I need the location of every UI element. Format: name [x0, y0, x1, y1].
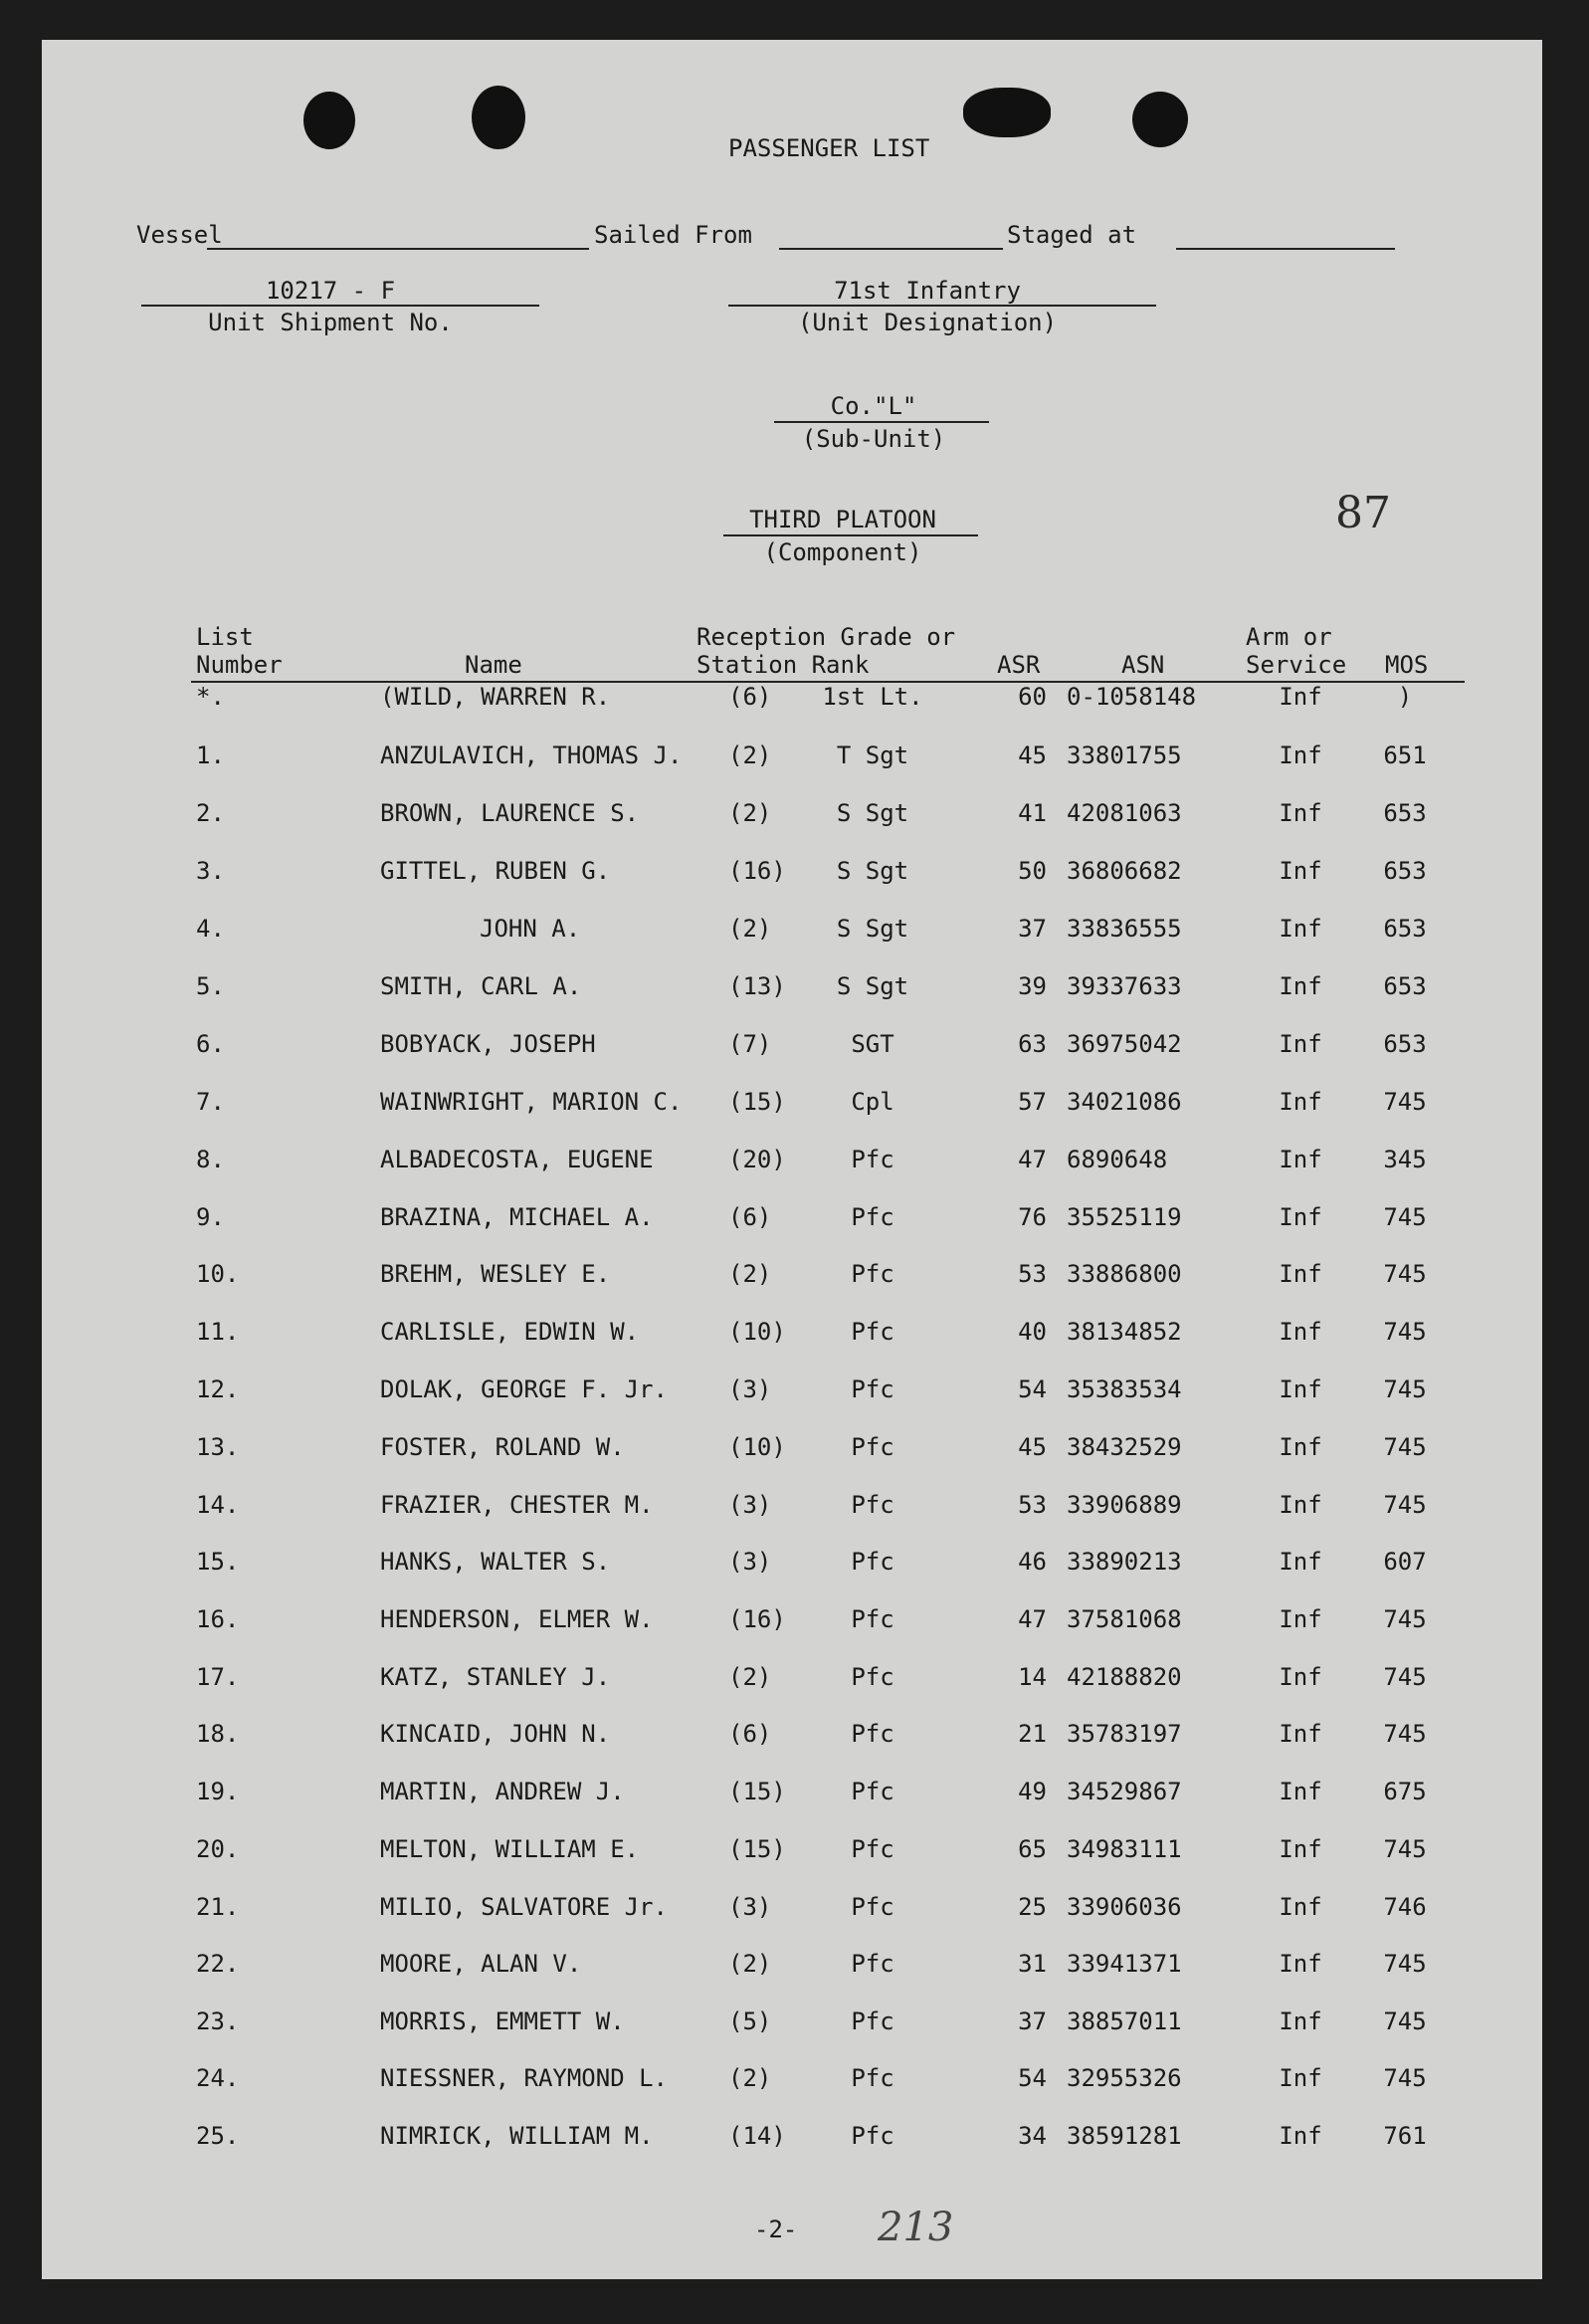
arm-or-service: Inf	[1279, 915, 1322, 943]
asr: 60	[1018, 683, 1047, 711]
list-number: 6.	[196, 1030, 225, 1058]
rank: Pfc	[851, 1203, 894, 1231]
unit-designation: 71st Infantry	[834, 277, 1021, 305]
passenger-name: ANZULAVICH, THOMAS J.	[380, 741, 683, 769]
mos: 745	[1383, 1203, 1427, 1231]
asr: 65	[1018, 1835, 1047, 1863]
table-row	[42, 1491, 1542, 1531]
list-number: 19.	[196, 1778, 240, 1805]
rank: S Sgt	[836, 972, 909, 1000]
rank: 1st Lt.	[822, 683, 923, 711]
arm-or-service: Inf	[1279, 1318, 1322, 1346]
mos: 653	[1383, 915, 1427, 943]
asr: 47	[1018, 1146, 1047, 1173]
passenger-name: SMITH, CARL A.	[380, 972, 582, 1000]
reception-group: (2)	[728, 1950, 772, 1978]
asn: 35383534	[1067, 1375, 1182, 1403]
passenger-name: MARTIN, ANDREW J.	[380, 1778, 625, 1805]
passenger-name: MILIO, SALVATORE Jr.	[380, 1893, 668, 1921]
col-header-arm: Arm or Service	[1246, 623, 1347, 679]
table-row	[42, 2122, 1542, 2162]
arm-or-service: Inf	[1279, 1433, 1322, 1461]
asn: 38591281	[1067, 2122, 1182, 2150]
mos: 675	[1383, 1778, 1427, 1805]
document-title: PASSENGER LIST	[728, 134, 930, 162]
unit-shipment-underline	[141, 305, 539, 307]
asn: 38134852	[1067, 1318, 1182, 1346]
table-row	[42, 683, 1542, 723]
rank: Pfc	[851, 1260, 894, 1288]
mos: 745	[1383, 1835, 1427, 1863]
asr: 45	[1018, 741, 1047, 769]
list-number: 17.	[196, 1663, 240, 1691]
table-row	[42, 1088, 1542, 1128]
table-row	[42, 2064, 1542, 2104]
list-number: *.	[196, 683, 225, 711]
unit-shipment-number: 10217 - F	[265, 277, 396, 305]
list-number: 8.	[196, 1146, 225, 1173]
arm-or-service: Inf	[1279, 1491, 1322, 1519]
mos: 745	[1383, 1260, 1427, 1288]
page-mark-87: 87	[1335, 488, 1391, 538]
list-number: 20.	[196, 1835, 240, 1863]
rank: Pfc	[851, 2007, 894, 2035]
rank: Pfc	[851, 1778, 894, 1805]
asn: 33941371	[1067, 1950, 1182, 1978]
asr: 76	[1018, 1203, 1047, 1231]
unit-designation-underline	[728, 305, 1156, 307]
rank: S Sgt	[836, 857, 909, 885]
reception-group: (7)	[728, 1030, 772, 1058]
asr: 54	[1018, 2064, 1047, 2092]
mos: )	[1397, 683, 1413, 711]
mos: 745	[1383, 1375, 1427, 1403]
asn: 36975042	[1067, 1030, 1182, 1058]
passenger-name: KATZ, STANLEY J.	[380, 1663, 611, 1691]
reception-group: (10)	[728, 1433, 786, 1461]
rank: Pfc	[851, 1375, 894, 1403]
col-header-asn: ASN	[1121, 651, 1165, 679]
arm-or-service: Inf	[1279, 2007, 1322, 2035]
component-underline	[723, 534, 978, 536]
table-row	[42, 2007, 1542, 2047]
passenger-name: GITTEL, RUBEN G.	[380, 857, 611, 885]
rank: Pfc	[851, 1950, 894, 1978]
reception-group: (14)	[728, 2122, 786, 2150]
arm-or-service: Inf	[1279, 2064, 1322, 2092]
list-number: 10.	[196, 1260, 240, 1288]
asr: 63	[1018, 1030, 1047, 1058]
rank: S Sgt	[836, 799, 909, 827]
reception-group: (15)	[728, 1088, 786, 1116]
passenger-name: MORRIS, EMMETT W.	[380, 2007, 625, 2035]
reception-group: (15)	[728, 1835, 786, 1863]
punch-hole	[303, 92, 355, 149]
asr: 21	[1018, 1720, 1047, 1748]
page-number: -2-	[754, 2216, 798, 2243]
list-number: 24.	[196, 2064, 240, 2092]
arm-or-service: Inf	[1279, 1260, 1322, 1288]
passenger-name: HANKS, WALTER S.	[380, 1548, 611, 1576]
passenger-name: CARLISLE, EDWIN W.	[380, 1318, 640, 1346]
component-label: (Component)	[763, 538, 922, 566]
list-number: 18.	[196, 1720, 240, 1748]
rank: Pfc	[851, 1720, 894, 1748]
asr: 34	[1018, 2122, 1047, 2150]
mos: 745	[1383, 1491, 1427, 1519]
rank: T Sgt	[836, 741, 909, 769]
passenger-name: DOLAK, GEORGE F. Jr.	[380, 1375, 668, 1403]
asn: 33906036	[1067, 1893, 1182, 1921]
asr: 46	[1018, 1548, 1047, 1576]
punch-hole	[963, 88, 1051, 137]
asr: 49	[1018, 1778, 1047, 1805]
mos: 745	[1383, 1950, 1427, 1978]
asr: 41	[1018, 799, 1047, 827]
table-row	[42, 1146, 1542, 1185]
table-row	[42, 1950, 1542, 1990]
list-number: 12.	[196, 1375, 240, 1403]
table-row	[42, 1203, 1542, 1243]
asn: 0-1058148	[1067, 683, 1197, 711]
reception-group: (20)	[728, 1146, 786, 1173]
list-number: 1.	[196, 741, 225, 769]
sub-unit-label: (Sub-Unit)	[801, 425, 946, 453]
arm-or-service: Inf	[1279, 1835, 1322, 1863]
sailed-from-field	[779, 248, 1003, 250]
asn: 38857011	[1067, 2007, 1182, 2035]
mos: 745	[1383, 1605, 1427, 1633]
passenger-name: BROWN, LAURENCE S.	[380, 799, 640, 827]
list-number: 21.	[196, 1893, 240, 1921]
asr: 53	[1018, 1491, 1047, 1519]
passenger-name: FOSTER, ROLAND W.	[380, 1433, 625, 1461]
asr: 47	[1018, 1605, 1047, 1633]
rank: Pfc	[851, 1663, 894, 1691]
passenger-name: (WILD, WARREN R.	[380, 683, 611, 711]
passenger-name: HENDERSON, ELMER W.	[380, 1605, 654, 1633]
col-header-asr: ASR	[997, 651, 1041, 679]
sub-unit-underline	[774, 421, 989, 423]
list-number: 11.	[196, 1318, 240, 1346]
arm-or-service: Inf	[1279, 1663, 1322, 1691]
rank: Pfc	[851, 1491, 894, 1519]
arm-or-service: Inf	[1279, 1778, 1322, 1805]
asn: 33836555	[1067, 915, 1182, 943]
passenger-name: MELTON, WILLIAM E.	[380, 1835, 640, 1863]
reception-group: (16)	[728, 1605, 786, 1633]
rank: Pfc	[851, 1835, 894, 1863]
rank: S Sgt	[836, 915, 909, 943]
rank: Pfc	[851, 1146, 894, 1173]
passenger-name: ALBADECOSTA, EUGENE	[380, 1146, 654, 1173]
list-number: 9.	[196, 1203, 225, 1231]
arm-or-service: Inf	[1279, 1548, 1322, 1576]
table-row	[42, 741, 1542, 781]
mos: 745	[1383, 2007, 1427, 2035]
rank: Pfc	[851, 1433, 894, 1461]
list-number: 22.	[196, 1950, 240, 1978]
asn: 34021086	[1067, 1088, 1182, 1116]
table-row	[42, 1778, 1542, 1817]
table-row	[42, 1605, 1542, 1645]
asr: 54	[1018, 1375, 1047, 1403]
reception-group: (2)	[728, 915, 772, 943]
asr: 37	[1018, 915, 1047, 943]
passenger-name: KINCAID, JOHN N.	[380, 1720, 611, 1748]
vessel-label: Vessel	[136, 221, 223, 249]
reception-group: (2)	[728, 2064, 772, 2092]
arm-or-service: Inf	[1279, 857, 1322, 885]
mos: 651	[1383, 741, 1427, 769]
mos: 745	[1383, 2064, 1427, 2092]
reception-group: (2)	[728, 1663, 772, 1691]
asr: 57	[1018, 1088, 1047, 1116]
mos: 653	[1383, 857, 1427, 885]
col-header-mos: MOS	[1385, 651, 1429, 679]
vessel-field	[207, 248, 589, 250]
asn: 38432529	[1067, 1433, 1182, 1461]
table-row	[42, 915, 1542, 954]
table-row	[42, 799, 1542, 839]
asn: 42081063	[1067, 799, 1182, 827]
asn: 34983111	[1067, 1835, 1182, 1863]
passenger-name: BOBYACK, JOSEPH	[380, 1030, 596, 1058]
table-row	[42, 1030, 1542, 1070]
asr: 53	[1018, 1260, 1047, 1288]
arm-or-service: Inf	[1279, 1720, 1322, 1748]
list-number: 13.	[196, 1433, 240, 1461]
reception-group: (10)	[728, 1318, 786, 1346]
arm-or-service: Inf	[1279, 1146, 1322, 1173]
asr: 25	[1018, 1893, 1047, 1921]
passenger-name: FRAZIER, CHESTER M.	[380, 1491, 654, 1519]
list-number: 23.	[196, 2007, 240, 2035]
reception-group: (5)	[728, 2007, 772, 2035]
asn: 39337633	[1067, 972, 1182, 1000]
punch-hole	[472, 86, 525, 149]
table-row	[42, 1720, 1542, 1760]
rank: Pfc	[851, 1548, 894, 1576]
unit-designation-label: (Unit Designation)	[797, 309, 1058, 336]
mos: 745	[1383, 1433, 1427, 1461]
list-number: 16.	[196, 1605, 240, 1633]
table-row	[42, 1260, 1542, 1300]
arm-or-service: Inf	[1279, 1893, 1322, 1921]
asr: 40	[1018, 1318, 1047, 1346]
list-number: 2.	[196, 799, 225, 827]
passenger-name: MOORE, ALAN V.	[380, 1950, 582, 1978]
reception-group: (6)	[728, 1203, 772, 1231]
asn: 33801755	[1067, 741, 1182, 769]
table-row	[42, 972, 1542, 1012]
arm-or-service: Inf	[1279, 2122, 1322, 2150]
arm-or-service: Inf	[1279, 1203, 1322, 1231]
arm-or-service: Inf	[1279, 1950, 1322, 1978]
reception-group: (13)	[728, 972, 786, 1000]
col-header-name: Name	[465, 651, 522, 679]
asn: 37581068	[1067, 1605, 1182, 1633]
mos: 653	[1383, 799, 1427, 827]
asn: 35783197	[1067, 1720, 1182, 1748]
arm-or-service: Inf	[1279, 683, 1322, 711]
handwritten-number: 213	[878, 2205, 954, 2250]
asr: 39	[1018, 972, 1047, 1000]
passenger-name: BRAZINA, MICHAEL A.	[380, 1203, 654, 1231]
reception-group: (6)	[728, 1720, 772, 1748]
sailed-from-label: Sailed From	[594, 221, 752, 249]
reception-group: (3)	[728, 1491, 772, 1519]
table-row	[42, 1433, 1542, 1473]
staged-at-field	[1176, 248, 1395, 250]
table-row	[42, 1318, 1542, 1358]
list-number: 25.	[196, 2122, 240, 2150]
unit-shipment-label: Unit Shipment No.	[208, 309, 453, 336]
asn: 6890648	[1067, 1146, 1168, 1173]
list-number: 14.	[196, 1491, 240, 1519]
col-header-reception: Reception Grade or Station Rank	[696, 623, 956, 679]
staged-at-label: Staged at	[1007, 221, 1137, 249]
arm-or-service: Inf	[1279, 1030, 1322, 1058]
rank: Pfc	[851, 2064, 894, 2092]
asn: 36806682	[1067, 857, 1182, 885]
reception-group: (15)	[728, 1778, 786, 1805]
rank: Pfc	[851, 1893, 894, 1921]
list-number: 4.	[196, 915, 225, 943]
reception-group: (3)	[728, 1893, 772, 1921]
arm-or-service: Inf	[1279, 799, 1322, 827]
table-row	[42, 1663, 1542, 1703]
arm-or-service: Inf	[1279, 1088, 1322, 1116]
asn: 42188820	[1067, 1663, 1182, 1691]
table-row	[42, 857, 1542, 897]
rank: SGT	[851, 1030, 894, 1058]
mos: 653	[1383, 972, 1427, 1000]
arm-or-service: Inf	[1279, 972, 1322, 1000]
component: THIRD PLATOON	[749, 506, 936, 533]
punch-hole	[1132, 92, 1188, 147]
arm-or-service: Inf	[1279, 1375, 1322, 1403]
reception-group: (2)	[728, 741, 772, 769]
table-row	[42, 1893, 1542, 1933]
reception-group: (2)	[728, 799, 772, 827]
arm-or-service: Inf	[1279, 1605, 1322, 1633]
sub-unit: Co."L"	[830, 392, 917, 420]
table-row	[42, 1375, 1542, 1415]
rank: Pfc	[851, 1605, 894, 1633]
mos: 607	[1383, 1548, 1427, 1576]
list-number: 15.	[196, 1548, 240, 1576]
reception-group: (3)	[728, 1548, 772, 1576]
document-page	[42, 40, 1542, 2279]
passenger-name: WAINWRIGHT, MARION C.	[380, 1088, 683, 1116]
mos: 653	[1383, 1030, 1427, 1058]
list-number: 3.	[196, 857, 225, 885]
mos: 761	[1383, 2122, 1427, 2150]
asn: 33906889	[1067, 1491, 1182, 1519]
asn: 33886800	[1067, 1260, 1182, 1288]
asr: 31	[1018, 1950, 1047, 1978]
rank: Pfc	[851, 1318, 894, 1346]
reception-group: (2)	[728, 1260, 772, 1288]
table-row	[42, 1835, 1542, 1875]
reception-group: (6)	[728, 683, 772, 711]
reception-group: (16)	[728, 857, 786, 885]
col-header-list-number: List Number	[196, 623, 283, 679]
passenger-name: NIMRICK, WILLIAM M.	[380, 2122, 654, 2150]
passenger-name: NIESSNER, RAYMOND L.	[380, 2064, 668, 2092]
passenger-name: JOHN A.	[480, 915, 581, 943]
asr: 45	[1018, 1433, 1047, 1461]
asr: 14	[1018, 1663, 1047, 1691]
mos: 345	[1383, 1146, 1427, 1173]
rank: Pfc	[851, 2122, 894, 2150]
arm-or-service: Inf	[1279, 741, 1322, 769]
passenger-name: BREHM, WESLEY E.	[380, 1260, 611, 1288]
mos: 745	[1383, 1088, 1427, 1116]
asn: 35525119	[1067, 1203, 1182, 1231]
reception-group: (3)	[728, 1375, 772, 1403]
mos: 745	[1383, 1720, 1427, 1748]
asn: 34529867	[1067, 1778, 1182, 1805]
asn: 33890213	[1067, 1548, 1182, 1576]
asr: 37	[1018, 2007, 1047, 2035]
list-number: 7.	[196, 1088, 225, 1116]
mos: 745	[1383, 1663, 1427, 1691]
mos: 745	[1383, 1318, 1427, 1346]
rank: Cpl	[851, 1088, 894, 1116]
list-number: 5.	[196, 972, 225, 1000]
asr: 50	[1018, 857, 1047, 885]
asn: 32955326	[1067, 2064, 1182, 2092]
mos: 746	[1383, 1893, 1427, 1921]
table-row	[42, 1548, 1542, 1587]
